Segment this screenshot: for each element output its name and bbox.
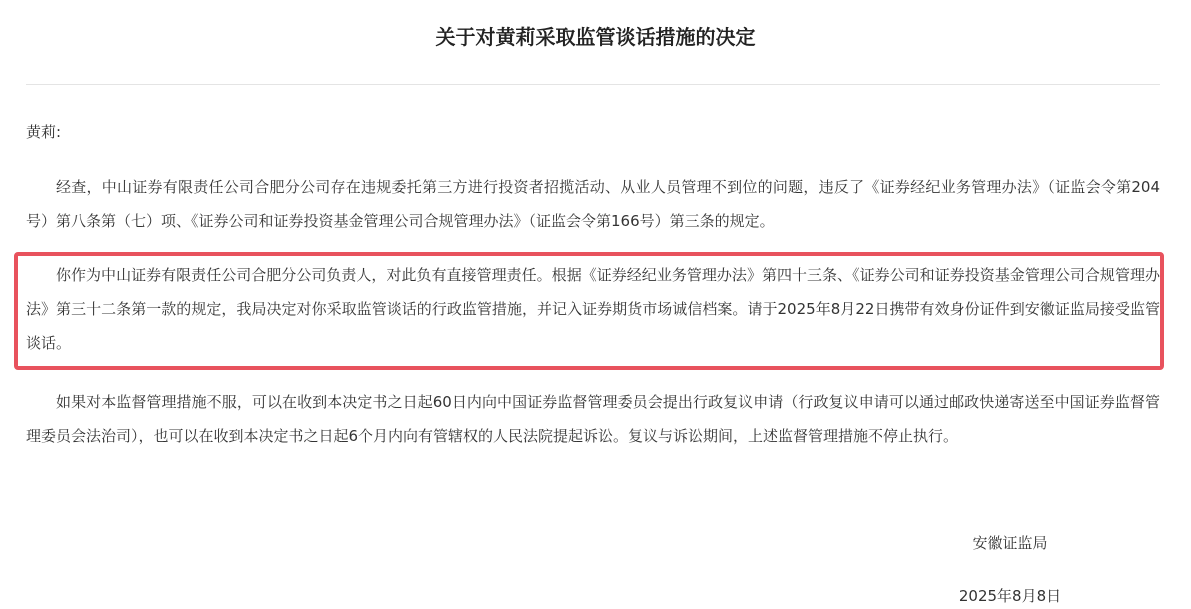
document-body bbox=[26, 118, 1160, 445]
page-title: 关于对黄莉采取监管谈话措施的决定 bbox=[435, 25, 756, 49]
paragraph-appeal-rights: 如果对本监督管理措施不服，可以在收到本决定书之日起60日内向中国证券监督管理委员会提出行政复议申请（行政复议申请可以通过邮政快递寄送至中国证券监督管理委员会法治司），也可以在收到本决定书之日起6个月内向有管辖权的人民法院提起诉讼。复议与诉讼期间，上述监督管理措施不停止执行。 bbox=[26, 393, 1160, 445]
salutation: 黄莉: bbox=[26, 123, 62, 141]
title-divider bbox=[26, 84, 1160, 85]
paragraph-findings: 经查，中山证券有限责任公司合肥分公司存在违规委托第三方进行投资者招揽活动、从业人员管理不到位的问题，违反了《证券经纪业务管理办法》（证监会令第204号）第八条第（七）项、《证券公司和证券投资基金管理公司合规管理办法》（证监会令第166号）第三条的规定。 bbox=[26, 178, 1160, 230]
signature-organization: 安徽证监局 bbox=[972, 534, 1048, 552]
signature-date: 2025年8月8日 bbox=[958, 587, 1062, 605]
paragraph-decision: 你作为中山证券有限责任公司合肥分公司负责人，对此负有直接管理责任。根据《证券经纪业务管理办法》第四十三条、《证券公司和证券投资基金管理公司合规管理办法》第三十二条第一款的规定，我局决定对你采取监管谈话的行政监管措施，并记入证券期货市场诚信档案。请于2025年8月22日携带有效身份证件到安徽证监局接受监管谈话。 bbox=[26, 266, 1160, 352]
